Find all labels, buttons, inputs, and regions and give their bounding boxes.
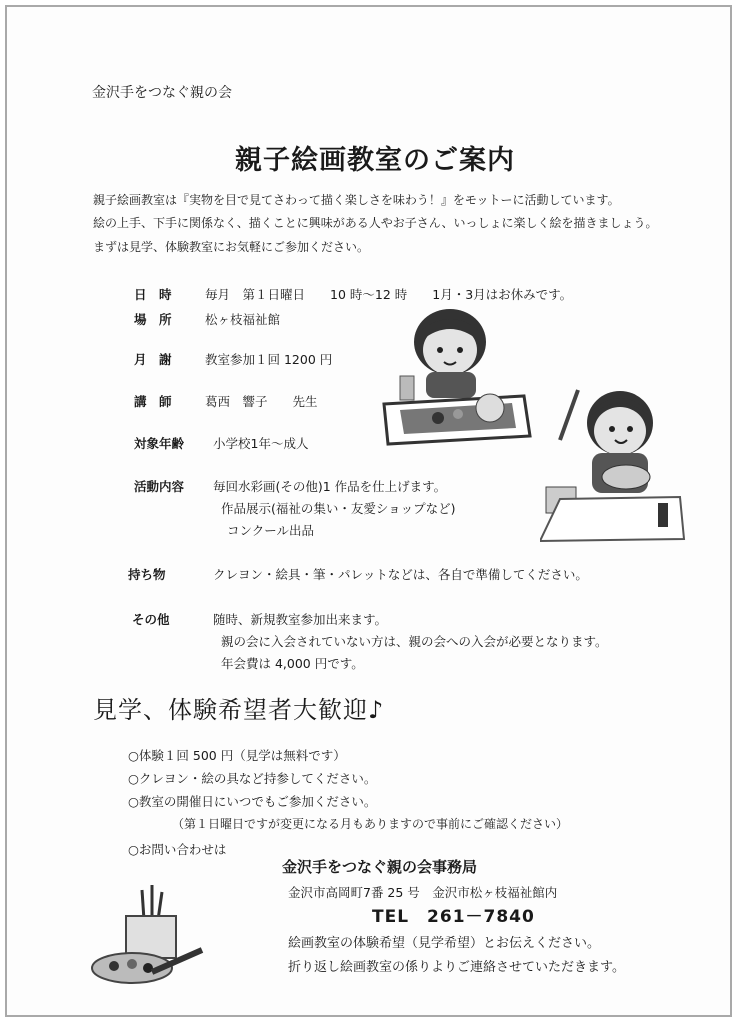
age-label: 対象年齢	[134, 436, 185, 451]
other-line: 随時、新規教室参加出来ます。	[213, 612, 388, 627]
girl-painting-icon	[378, 300, 533, 448]
office-address: 金沢市高岡町7番 25 号 金沢市松ヶ枝福祉館内	[288, 885, 558, 900]
contact-note: 折り返し絵画教室の係りよりご連絡させていただきます。	[288, 960, 625, 975]
welcome-item: ○教室の開催日にいつでもご参加ください。	[128, 794, 377, 809]
teacher-label: 講 師	[134, 394, 172, 409]
activity-line: コンクール出品	[227, 523, 315, 538]
intro-line: 親子絵画教室は『実物を目で見てさわって描く楽しさを味わう！』をモットーに活動しています。	[93, 193, 620, 207]
welcome-item: （第１日曜日ですが変更になる月もありますので事前にご確認ください）	[172, 817, 569, 831]
intro-line: 絵の上手、下手に関係なく、描くことに興味がある人やお子さん、いっしょに楽しく絵を描きましょう。	[93, 216, 658, 230]
activity-line: 作品展示(福祉の集い・友愛ショップなど)	[221, 501, 456, 516]
bring-label: 持ち物	[128, 567, 166, 582]
activity-line: 毎回水彩画(その他)1 作品を仕上げます。	[213, 479, 447, 494]
other-label: その他	[132, 612, 170, 627]
contact-note: 絵画教室の体験希望（見学希望）とお伝えください。	[288, 936, 601, 951]
intro-line: まずは見学、体験教室にお気軽にご参加ください。	[93, 240, 370, 254]
brush-cup-palette-icon	[82, 880, 207, 995]
welcome-heading: 見学、体験希望者大歓迎♪	[93, 696, 385, 724]
other-line: 親の会に入会されていない方は、親の会への入会が必要となります。	[221, 634, 608, 649]
welcome-item: ○体験１回 500 円（見学は無料です）	[128, 748, 346, 763]
datetime-label: 日 時	[134, 287, 172, 302]
activity-label: 活動内容	[134, 479, 185, 494]
fee-label: 月 謝	[134, 352, 172, 367]
org-header: 金沢手をつなぐ親の会	[92, 85, 232, 101]
age-value: 小学校1年～成人	[213, 436, 309, 451]
boy-painting-icon	[540, 385, 690, 545]
bring-value: クレヨン・絵具・筆・パレットなどは、各自で準備してください。	[213, 567, 588, 582]
datetime-value: 毎月 第１日曜日 10 時～12 時 1月・3月はお休みです。	[205, 287, 573, 302]
teacher-value: 葛西 響子 先生	[205, 394, 318, 409]
welcome-item: ○お問い合わせは	[128, 842, 227, 857]
office-tel: TEL 261－7840	[372, 907, 535, 927]
fee-value: 教室参加１回 1200 円	[205, 352, 333, 367]
office-name: 金沢手をつなぐ親の会事務局	[282, 858, 478, 876]
page-title: 親子絵画教室のご案内	[235, 145, 515, 176]
welcome-item: ○クレヨン・絵の具など持参してください。	[128, 771, 377, 786]
other-line: 年会費は 4,000 円です。	[221, 656, 364, 671]
place-value: 松ヶ枝福祉館	[205, 312, 281, 327]
place-label: 場 所	[134, 312, 172, 327]
